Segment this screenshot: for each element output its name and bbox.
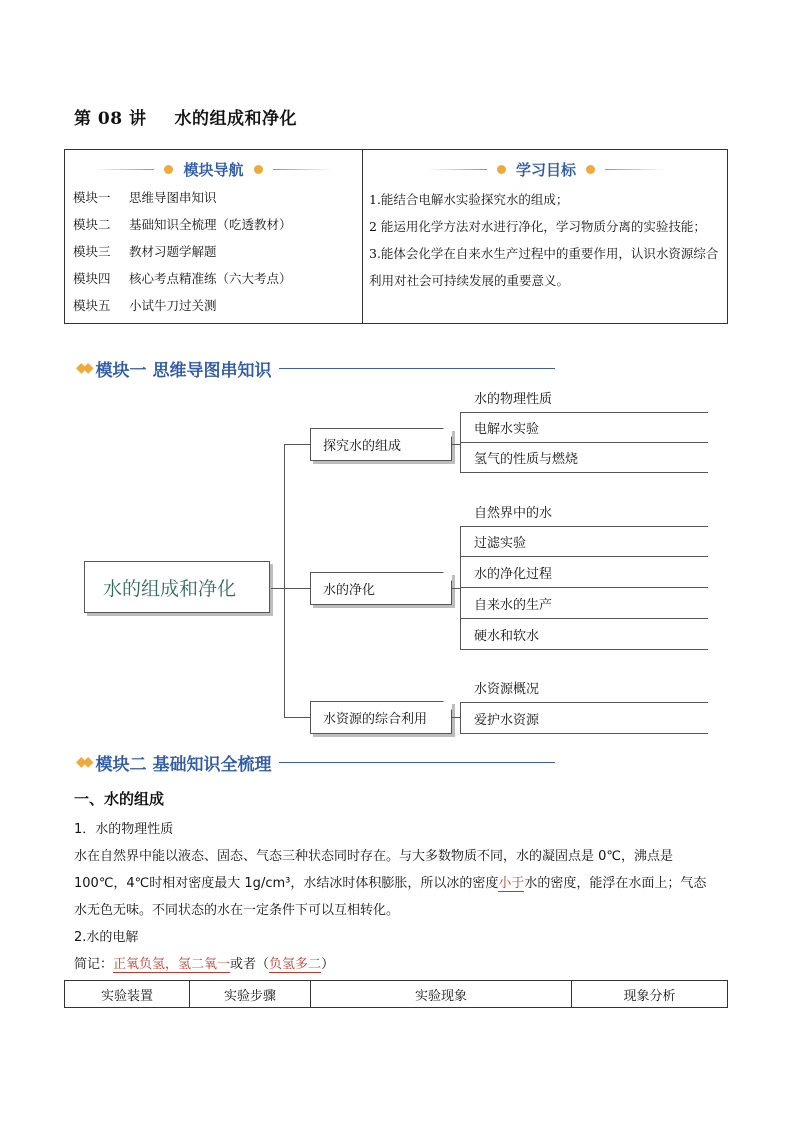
goal-list — [369, 186, 721, 294]
mindmap-root: 水的组成和净化 — [84, 561, 270, 613]
diamond-icon: ◆◆ — [76, 754, 90, 770]
memo-line: 简记：正氧负氢，氢二氧一或者（负氢多二） — [74, 957, 335, 972]
goal-item: 3.能体会化学在自来水生产过程中的重要作用，认识水资源综合利用对社会可持续发展的重要意义。 — [369, 246, 719, 288]
table-row — [65, 981, 728, 1008]
connector — [284, 444, 310, 445]
mindmap-leaf: 自然界中的水 — [460, 497, 708, 527]
lecture-topic: 水的组成和净化 — [174, 109, 297, 129]
mindmap-branch: 水的净化 — [310, 572, 452, 605]
mindmap-leaf: 水的净化过程 — [460, 558, 708, 588]
part-heading: 一、水的组成 — [74, 790, 165, 808]
section-rule — [279, 762, 555, 763]
table-header-cell: 现象分析 — [572, 981, 728, 1008]
connector — [452, 588, 460, 589]
dot-icon — [497, 165, 506, 174]
connector — [452, 444, 460, 445]
paragraph-line: 水在自然界中能以液态、固态、气态三种状态同时存在。与大多数物质不同，水的凝固点是 0℃，沸点是 — [74, 849, 674, 864]
connector — [271, 588, 285, 589]
mindmap-leaf: 水的物理性质 — [460, 383, 708, 413]
mindmap-leaf: 爱护水资源 — [460, 704, 708, 734]
goal-item: 1.能结合电解水实验探究水的组成； — [369, 192, 569, 207]
nav-item[interactable]: 模块三 教材习题学解题 — [73, 244, 217, 259]
mindmap-leaf: 过滤实验 — [460, 527, 708, 557]
connector — [284, 588, 310, 589]
dot-icon — [586, 165, 595, 174]
nav-header-label: 模块导航 — [183, 160, 244, 179]
mindmap-leaf: 氢气的性质与燃烧 — [460, 443, 708, 473]
connector — [452, 717, 460, 718]
nav-item[interactable]: 模块四 核心考点精准练（六大考点） — [73, 271, 292, 286]
connector — [284, 717, 310, 718]
section-header-1 — [76, 354, 555, 382]
mindmap-branch: 探究水的组成 — [310, 428, 452, 461]
item-heading: 1．水的物理性质 — [74, 822, 174, 837]
experiment-table — [64, 980, 728, 1008]
answer-highlight: 正氧负氢，氢二氧一 — [113, 957, 231, 972]
mindmap-leaf: 电解水实验 — [460, 413, 708, 443]
paragraph-line: 水无色无味。不同状态的水在一定条件下可以互相转化。 — [74, 903, 400, 918]
mindmap-branch: 水资源的综合利用 — [310, 701, 452, 734]
nav-list — [73, 184, 292, 319]
nav-header — [65, 158, 362, 180]
table-header-cell: 实验现象 — [311, 981, 572, 1008]
dot-icon — [164, 165, 173, 174]
answer-highlight: 负氢多二 — [269, 957, 322, 972]
table-header-cell: 实验步骤 — [190, 981, 311, 1008]
section-title: 模块一 思维导图串知识 — [95, 360, 272, 381]
goal-item: 2 能运用化学方法对水进行净化，学习物质分离的实验技能； — [369, 219, 706, 234]
lecture-number: 第 08 讲 — [74, 109, 147, 129]
diamond-icon: ◆◆ — [76, 360, 90, 376]
page-title — [74, 104, 297, 129]
mindmap-leaf: 硬水和软水 — [460, 620, 708, 650]
connector — [284, 444, 285, 717]
table-header-cell: 实验装置 — [65, 981, 190, 1008]
section-rule — [279, 368, 555, 369]
answer-highlight: 小于 — [498, 876, 525, 891]
nav-item[interactable]: 模块二 基础知识全梳理（吃透教材） — [73, 217, 292, 232]
dot-icon — [254, 165, 263, 174]
module-overview-box — [64, 149, 728, 324]
goal-header — [363, 158, 729, 180]
paragraph-line: 100℃，4℃时相对密度最大 1g/cm³，水结冰时体积膨胀，所以冰的密度小于水的密度，能浮在水面上；气态 — [74, 876, 707, 891]
mindmap-leaf: 水资源概况 — [460, 673, 708, 703]
item-heading: 2.水的电解 — [74, 930, 139, 945]
mindmap-leaf: 自来水的生产 — [460, 589, 708, 619]
goal-header-label: 学习目标 — [515, 160, 576, 179]
section-header-2 — [76, 748, 555, 776]
nav-item[interactable]: 模块一 思维导图串知识 — [73, 190, 217, 205]
nav-item[interactable]: 模块五 小试牛刀过关测 — [73, 298, 217, 313]
section-title: 模块二 基础知识全梳理 — [95, 754, 272, 775]
